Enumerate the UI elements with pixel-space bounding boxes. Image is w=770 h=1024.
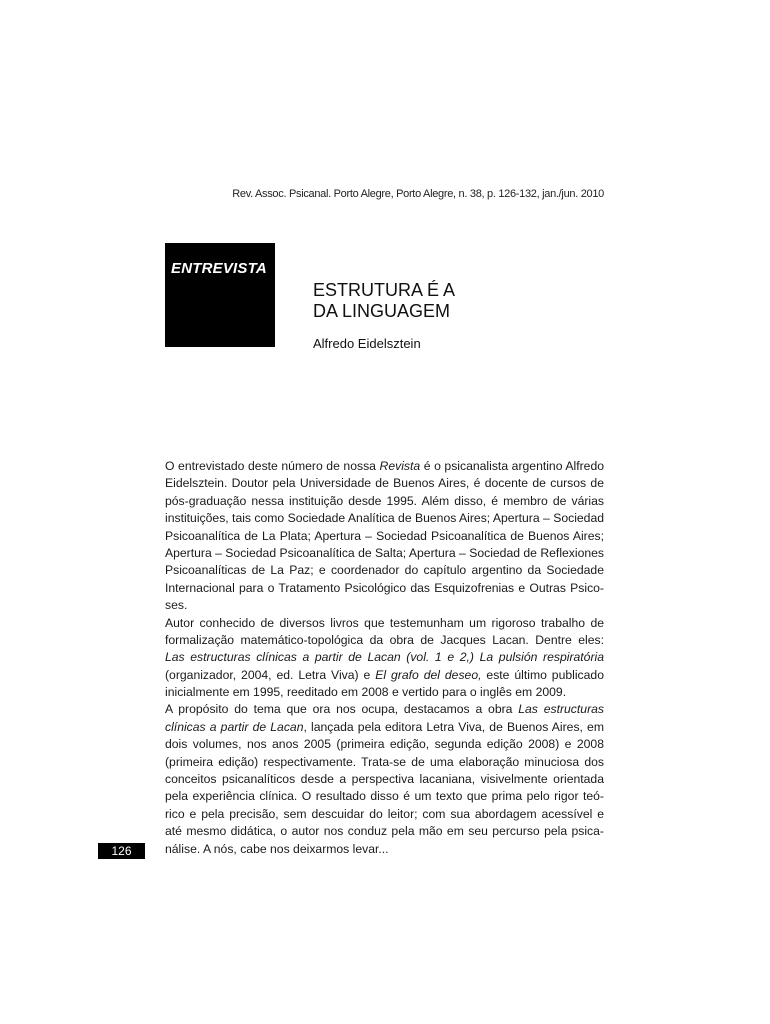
author-name: Alfredo Eidelsztein <box>313 336 421 351</box>
paragraph-line: (primeira edição) respectivamente. Trata-se de uma elaboração minuciosa dos <box>165 754 604 769</box>
page-number: 126 <box>98 843 145 859</box>
paragraph-line: até mesmo didática, o autor nos conduz pela mão em seu percurso pela psica- <box>165 824 604 839</box>
paragraph-line: formalização matemático-topológica da obra de Jacques Lacan. Dentre eles: <box>165 632 604 647</box>
paragraph-line: Internacional para o Tratamento Psicológico das Esquizofrenias e Outras Psico- <box>165 580 604 595</box>
paragraph-line: pela experiência clínica. O resultado disso é um texto que prima pelo rigor teó- <box>165 789 604 804</box>
paragraph-line: pós-graduação nessa instituição desde 1995. Além disso, é membro de várias <box>165 493 604 508</box>
section-label: ENTREVISTA <box>171 260 267 277</box>
paragraph-line: Psicoanalíticas de La Paz; e coordenador do capítulo argentino da Sociedade <box>165 563 604 578</box>
paragraph-line: instituições, tais como Sociedade Analítica de Buenos Aires; Apertura – Sociedad <box>165 511 605 526</box>
paragraph-line: rico e pela precisão, sem descuidar do leitor; com sua abordagem acessível e <box>165 806 604 821</box>
paragraph-line: Apertura – Sociedad Psicoanalítica de Salta; Apertura – Sociedad de Reflexiones <box>165 545 605 560</box>
paragraph-line: Eidelsztein. Doutor pela Universidade de Buenos Aires, é docente de cursos de <box>165 476 604 491</box>
paragraph-line: (organizador, 2004, ed. Letra Viva) e El grafo del deseo, este último publicado <box>165 667 604 682</box>
article-title-line-1: ESTRUTURA É A <box>313 280 456 300</box>
paragraph-line: O entrevistado deste número de nossa Revista é o psicanalista argentino Alfredo <box>165 459 605 473</box>
article-title <box>313 280 455 322</box>
article-title-line-2: DA LINGUAGEM <box>313 301 451 321</box>
paragraph-line: Autor conhecido de diversos livros que testemunham um rigoroso trabalho de <box>165 615 604 630</box>
paragraph-line: clínicas a partir de Lacan, lançada pela editora Letra Viva, de Buenos Aires, em <box>165 719 604 734</box>
paragraph-line: ses. <box>165 598 188 613</box>
paragraph-line: conceitos psicanalíticos desde a perspectiva lacaniana, visivelmente orientada <box>165 772 604 787</box>
paragraph-line: A propósito do tema que ora nos ocupa, destacamos a obra Las estructuras <box>165 702 604 717</box>
paragraph-line: Psicoanalítica de La Plata; Apertura – Sociedad Psicoanalítica de Buenos Aires; <box>165 528 604 543</box>
paragraph-line: nálise. A nós, cabe nos deixarmos levar... <box>165 841 389 856</box>
journal-reference: Rev. Assoc. Psicanal. Porto Alegre, Porto Alegre, n. 38, p. 126-132, jan./jun. 2010 <box>232 188 604 200</box>
body-text <box>165 458 604 858</box>
paragraph-line: dois volumes, nos anos 2005 (primeira edição, segunda edição 2008) e 2008 <box>165 737 604 752</box>
paragraph-line: Las estructuras clínicas a partir de Lacan (vol. 1 e 2,) La pulsión respiratória <box>165 650 605 665</box>
section-block <box>165 243 275 347</box>
paragraph-line: inicialmente em 1995, reeditado em 2008 e vertido para o inglês em 2009. <box>165 685 567 700</box>
